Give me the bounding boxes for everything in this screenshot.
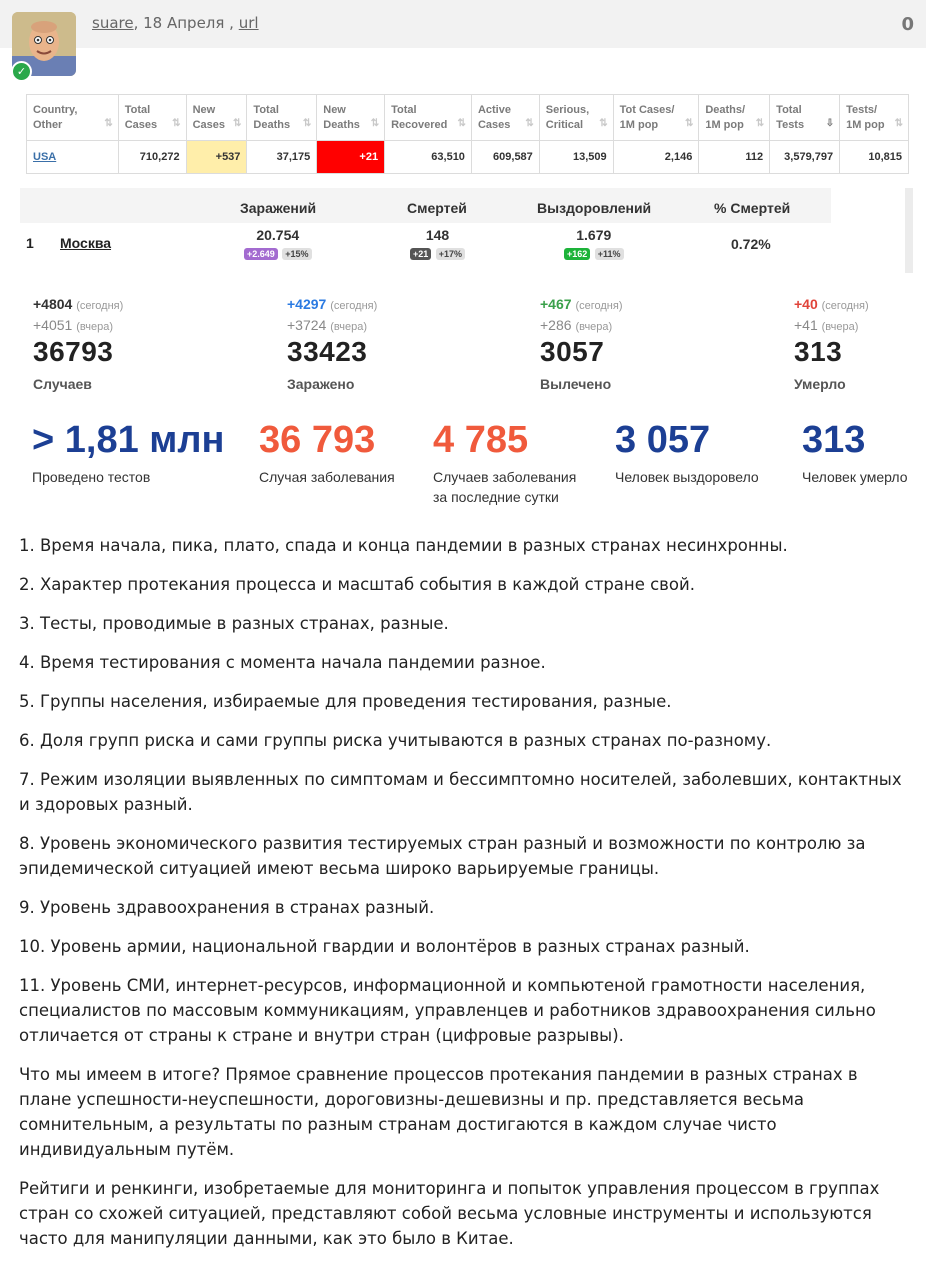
moscow-table-header bbox=[20, 188, 831, 223]
stat-label: Случаев bbox=[33, 376, 92, 392]
big-stat-last-day bbox=[433, 418, 576, 507]
yesterday-delta-value: +4051 bbox=[33, 317, 73, 333]
big-stat-desc: Случаев заболевания за последние сутки bbox=[433, 469, 577, 505]
yesterday-note: (вчера) bbox=[821, 321, 859, 333]
column-header-country[interactable]: Country, Other ⇅ bbox=[27, 95, 119, 141]
cell-tests-per-million: 10,815 bbox=[840, 141, 909, 174]
column-header-cases-per-million[interactable]: Tot Cases/ 1M pop ⇅ bbox=[613, 95, 699, 141]
paragraph: 1. Время начала, пика, плато, спада и конца пандемии в разных странах несинхронны. bbox=[19, 536, 788, 555]
today-delta-value: +467 bbox=[540, 296, 572, 312]
yesterday-delta-value: +3724 bbox=[287, 317, 327, 333]
paragraph: 2. Характер протекания процесса и масштаб события в каждой стране свой. bbox=[19, 575, 695, 594]
big-stat-tests bbox=[32, 418, 224, 487]
deaths-value: 148 bbox=[425, 227, 450, 243]
moscow-stats-panel bbox=[20, 188, 831, 267]
today-note: (сегодня) bbox=[330, 300, 378, 312]
big-stat-desc: Человек умерло bbox=[802, 469, 908, 485]
world-stats-table bbox=[26, 94, 909, 174]
post-body bbox=[19, 533, 914, 1265]
infected-pct-badge: +15% bbox=[282, 248, 311, 260]
yesterday-delta-value: +286 bbox=[540, 317, 572, 333]
big-stat-value: 3 057 bbox=[615, 419, 711, 461]
cell-new-deaths: +21 bbox=[317, 141, 385, 174]
big-stat-value: 313 bbox=[802, 419, 866, 461]
table-row bbox=[20, 223, 831, 267]
header-recovered: Выздоровлений bbox=[537, 200, 652, 216]
sort-icon: ⇅ bbox=[104, 118, 113, 129]
recovered-value: 1.679 bbox=[576, 227, 612, 243]
mortality-value: 0.72% bbox=[731, 236, 771, 252]
sort-desc-icon: ⇩ bbox=[825, 118, 835, 129]
infected-delta-badge: +2.649 bbox=[244, 248, 278, 260]
big-stat-value: 36 793 bbox=[259, 419, 376, 461]
today-note: (сегодня) bbox=[821, 300, 869, 312]
paragraph: 3. Тесты, проводимые в разных странах, разные. bbox=[19, 614, 449, 633]
column-header-total-tests[interactable]: Total Tests ⇩ bbox=[770, 95, 840, 141]
big-stat-recovered bbox=[615, 418, 759, 487]
cell-serious-critical: 13,509 bbox=[539, 141, 613, 174]
today-delta-value: +4804 bbox=[33, 296, 73, 312]
daily-stat-cases bbox=[33, 296, 123, 392]
yesterday-delta bbox=[794, 317, 869, 333]
scrollbar[interactable] bbox=[905, 188, 913, 273]
country-link-usa[interactable]: USA bbox=[33, 151, 57, 163]
paragraph: 6. Доля групп риска и сами группы риска учитываются в разных странах по-разному. bbox=[19, 731, 772, 750]
recovered-pct-badge: +11% bbox=[595, 248, 624, 260]
daily-stat-infected bbox=[287, 296, 377, 392]
today-delta bbox=[33, 296, 123, 312]
cell-total-cases: 710,272 bbox=[118, 141, 186, 174]
column-header-active-cases[interactable]: Active Cases ⇅ bbox=[471, 95, 539, 141]
big-stat-value: 4 785 bbox=[433, 419, 529, 461]
today-delta bbox=[287, 296, 377, 312]
cell-country bbox=[27, 141, 119, 174]
stat-label: Умерло bbox=[794, 376, 846, 392]
yesterday-delta bbox=[33, 317, 123, 333]
table-row bbox=[27, 141, 909, 174]
header-deaths: Смертей bbox=[407, 200, 467, 216]
column-header-deaths-per-million[interactable]: Deaths/ 1M pop ⇅ bbox=[699, 95, 770, 141]
paragraph: 11. Уровень СМИ, интернет-ресурсов, информационной и компьютеной грамотности населения, специалистов по массовым коммуникациям, управленцев и работников здравоохранения сильно отличается от страны к стране и внутри стран (цифровые разрывы). bbox=[19, 976, 876, 1045]
today-delta bbox=[540, 296, 622, 312]
source-url-link[interactable]: url bbox=[238, 14, 259, 32]
rank: 1 bbox=[26, 235, 34, 251]
cell-total-deaths: 37,175 bbox=[247, 141, 317, 174]
column-header-new-cases[interactable]: New Cases ⇅ bbox=[186, 95, 247, 141]
column-header-total-deaths[interactable]: Total Deaths ⇅ bbox=[247, 95, 317, 141]
today-delta-value: +4297 bbox=[287, 296, 327, 312]
table-header-row bbox=[27, 95, 909, 141]
sort-icon: ⇅ bbox=[684, 118, 694, 129]
stat-label: Вылечено bbox=[540, 376, 612, 392]
stat-label: Заражено bbox=[287, 376, 355, 392]
today-note: (сегодня) bbox=[76, 300, 124, 312]
infected-value: 20.754 bbox=[256, 227, 300, 243]
yesterday-delta bbox=[540, 317, 622, 333]
paragraph: 7. Режим изоляции выявленных по симптомам и бессимптомно носителей, заболевших, контактных и здоровых разный. bbox=[19, 770, 902, 814]
cell-total-tests: 3,579,797 bbox=[770, 141, 840, 174]
column-header-total-cases[interactable]: Total Cases ⇅ bbox=[118, 95, 186, 141]
sort-icon: ⇅ bbox=[599, 118, 608, 129]
post-score: 0 bbox=[901, 14, 914, 35]
recovered-cell bbox=[564, 227, 624, 262]
city-link-moscow[interactable]: Москва bbox=[60, 235, 112, 251]
today-note: (сегодня) bbox=[575, 300, 623, 312]
cell-active-cases: 609,587 bbox=[471, 141, 539, 174]
cell-total-recovered: 63,510 bbox=[385, 141, 472, 174]
deaths-delta-badge: +21 bbox=[410, 248, 431, 260]
paragraph: 8. Уровень экономического развития тестируемых стран разный и возможности по контролю за эпидемической ситуацией имеют весьма широко варьируемые границы. bbox=[19, 834, 866, 878]
daily-stat-deaths bbox=[794, 296, 869, 392]
sort-icon: ⇅ bbox=[172, 118, 181, 129]
deaths-cell bbox=[410, 227, 465, 262]
paragraph: Что мы имеем в итоге? Прямое сравнение процессов протекания пандемии в разных странах в плане успешности-неуспешности, дороговизны-дешевизны и пр. представляется весьма сомнительным, а результаты по разным странам достигаются в каждом случае чисто индивидуальным путём. bbox=[19, 1065, 858, 1159]
total-value: 36793 bbox=[33, 336, 114, 367]
infected-cell bbox=[244, 227, 312, 262]
paragraph: 4. Время тестирования с момента начала пандемии разное. bbox=[19, 653, 546, 672]
column-header-tests-per-million[interactable]: Tests/ 1M pop ⇅ bbox=[840, 95, 909, 141]
yesterday-note: (вчера) bbox=[575, 321, 613, 333]
sort-icon: ⇅ bbox=[370, 118, 380, 129]
column-header-new-deaths[interactable]: New Deaths ⇅ bbox=[317, 95, 385, 141]
today-delta bbox=[794, 296, 869, 312]
column-header-serious-critical[interactable]: Serious, Critical ⇅ bbox=[539, 95, 613, 141]
paragraph: 10. Уровень армии, национальной гвардии и волонтёров в разных странах разный. bbox=[19, 937, 750, 956]
yesterday-note: (вчера) bbox=[76, 321, 113, 333]
deaths-pct-badge: +17% bbox=[436, 248, 465, 260]
column-header-total-recovered[interactable]: Total Recovered ⇅ bbox=[385, 95, 472, 141]
yesterday-note: (вчера) bbox=[330, 321, 367, 333]
daily-stat-recovered bbox=[540, 296, 622, 392]
big-stat-desc: Проведено тестов bbox=[32, 469, 151, 485]
cell-deaths-per-million: 112 bbox=[699, 141, 770, 174]
big-stat-deaths bbox=[802, 418, 908, 487]
author-link[interactable]: suare bbox=[92, 14, 134, 32]
paragraph: 9. Уровень здравоохранения в странах разный. bbox=[19, 898, 435, 917]
total-value: 313 bbox=[794, 336, 843, 367]
post-date: , 18 Апреля , bbox=[133, 14, 234, 32]
sort-icon: ⇅ bbox=[233, 118, 242, 129]
big-stat-desc: Случая заболевания bbox=[259, 469, 395, 485]
big-stat-cases bbox=[259, 418, 395, 487]
sort-icon: ⇅ bbox=[894, 118, 903, 129]
sort-icon: ⇅ bbox=[302, 118, 312, 129]
today-delta-value: +40 bbox=[794, 296, 818, 312]
header-infected: Заражений bbox=[240, 200, 317, 216]
post-meta bbox=[92, 14, 259, 32]
total-value: 3057 bbox=[540, 336, 605, 367]
cell-new-cases: +537 bbox=[186, 141, 247, 174]
sort-icon: ⇅ bbox=[525, 118, 534, 129]
sort-icon: ⇅ bbox=[755, 118, 765, 129]
recovered-delta-badge: +162 bbox=[564, 248, 590, 260]
big-stat-desc: Человек выздоровело bbox=[615, 469, 759, 485]
big-stat-value: > 1,81 млн bbox=[32, 419, 225, 461]
paragraph: Рейтиги и ренкинги, изобретаемые для мониторинга и попыток управления процессом в группах стран со схожей ситуацией, представляют собой весьма условные инструменты и используются часто для манипуляции данными, как это было в Китае. bbox=[19, 1179, 880, 1248]
cell-cases-per-million: 2,146 bbox=[613, 141, 699, 174]
verified-check-icon: ✓ bbox=[11, 61, 32, 82]
paragraph: 5. Группы населения, избираемые для проведения тестирования, разные. bbox=[19, 692, 672, 711]
yesterday-delta-value: +41 bbox=[794, 317, 818, 333]
header-mortality: % Смертей bbox=[714, 200, 791, 216]
total-value: 33423 bbox=[287, 336, 368, 367]
sort-icon: ⇅ bbox=[457, 118, 466, 129]
yesterday-delta bbox=[287, 317, 377, 333]
